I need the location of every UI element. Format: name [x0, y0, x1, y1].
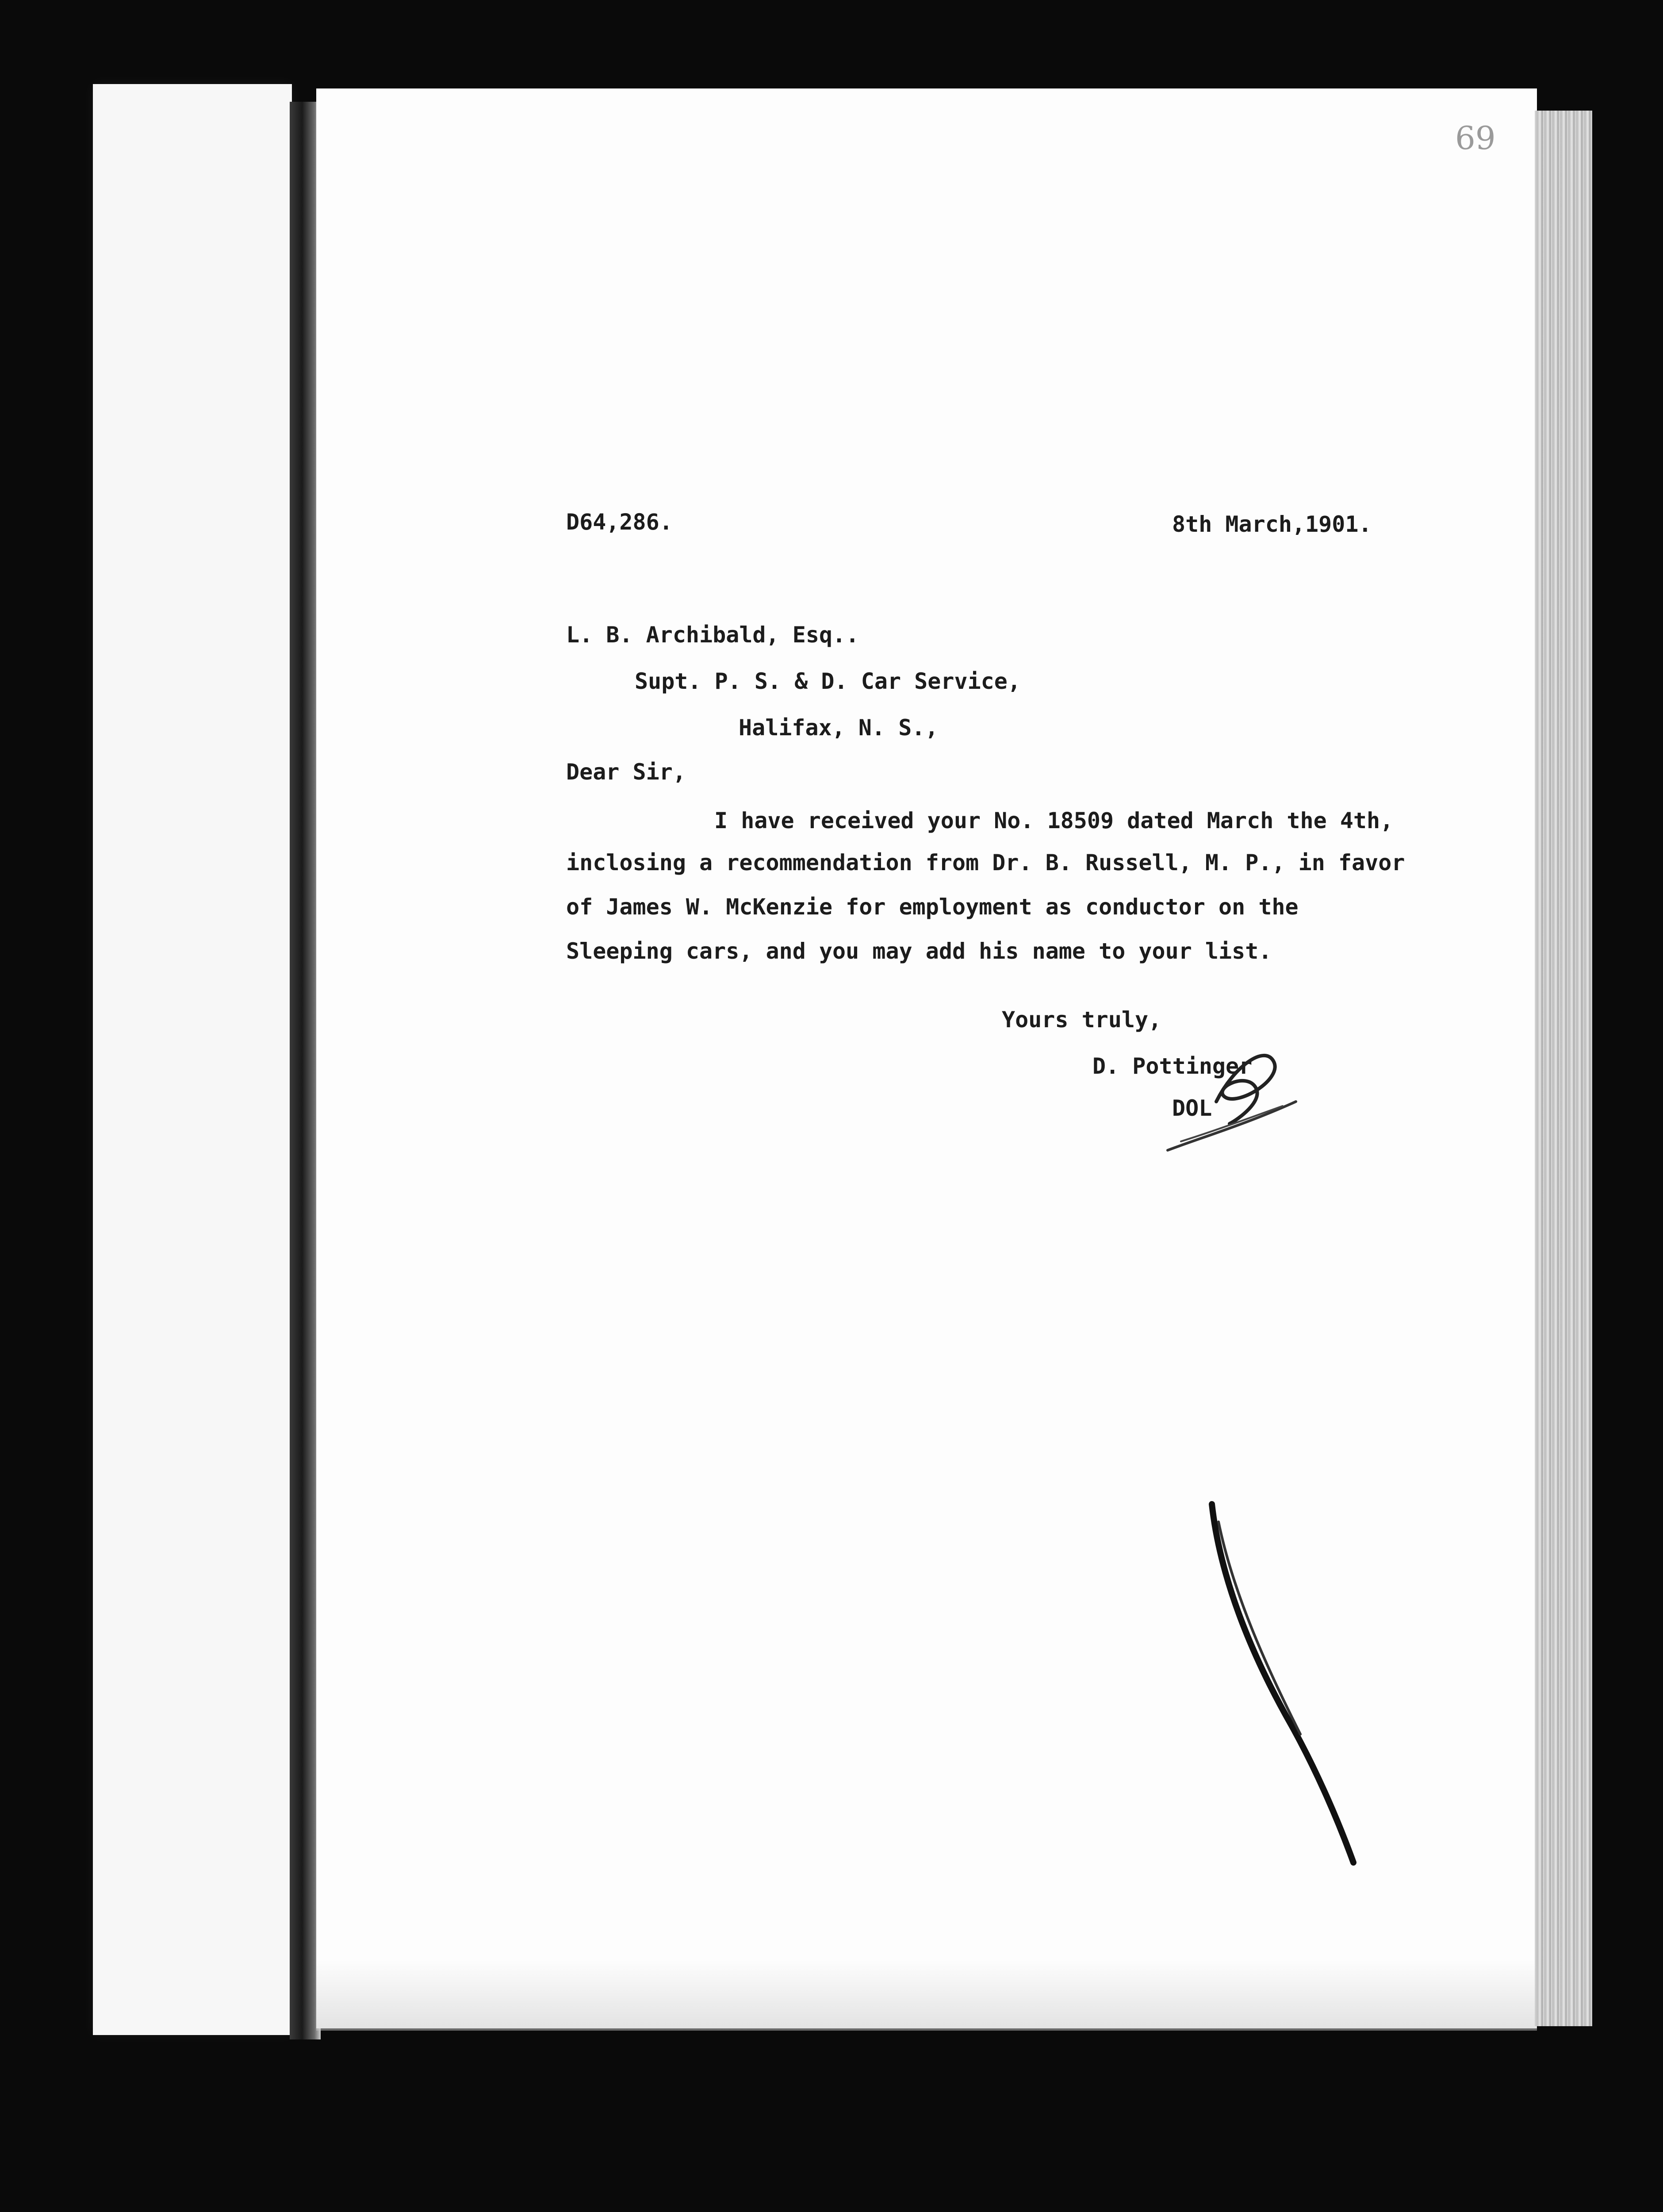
signatory: D. Pottinger — [1092, 1053, 1253, 1079]
letter-date: 8th March,1901. — [1172, 511, 1372, 537]
scratch-mark — [1194, 1495, 1362, 1871]
body-line: Sleeping cars, and you may add his name to your list. — [566, 938, 1272, 964]
signature-flourish — [1150, 1035, 1309, 1168]
closing: Yours truly, — [1002, 1007, 1162, 1033]
salutation: Dear Sir, — [566, 759, 686, 785]
body-line: of James W. McKenzie for employment as conductor on the — [566, 894, 1299, 920]
body-line: I have received your No. 18509 dated March the 4th, — [714, 808, 1394, 833]
page-edges — [1535, 111, 1592, 2026]
folio-number: 69 — [1455, 119, 1496, 157]
body-line: inclosing a recommendation from Dr. B. Russell, M. P., in favor — [566, 850, 1405, 876]
initials: DOL — [1172, 1095, 1212, 1121]
reference-number: D64,286. — [566, 509, 673, 535]
addressee-title: Supt. P. S. & D. Car Service, — [635, 668, 1021, 694]
addressee-place: Halifax, N. S., — [739, 715, 939, 741]
left-facing-page — [93, 84, 292, 2035]
addressee-name: L. B. Archibald, Esq.. — [566, 622, 859, 648]
page-bottom-shadow — [316, 1960, 1537, 2031]
